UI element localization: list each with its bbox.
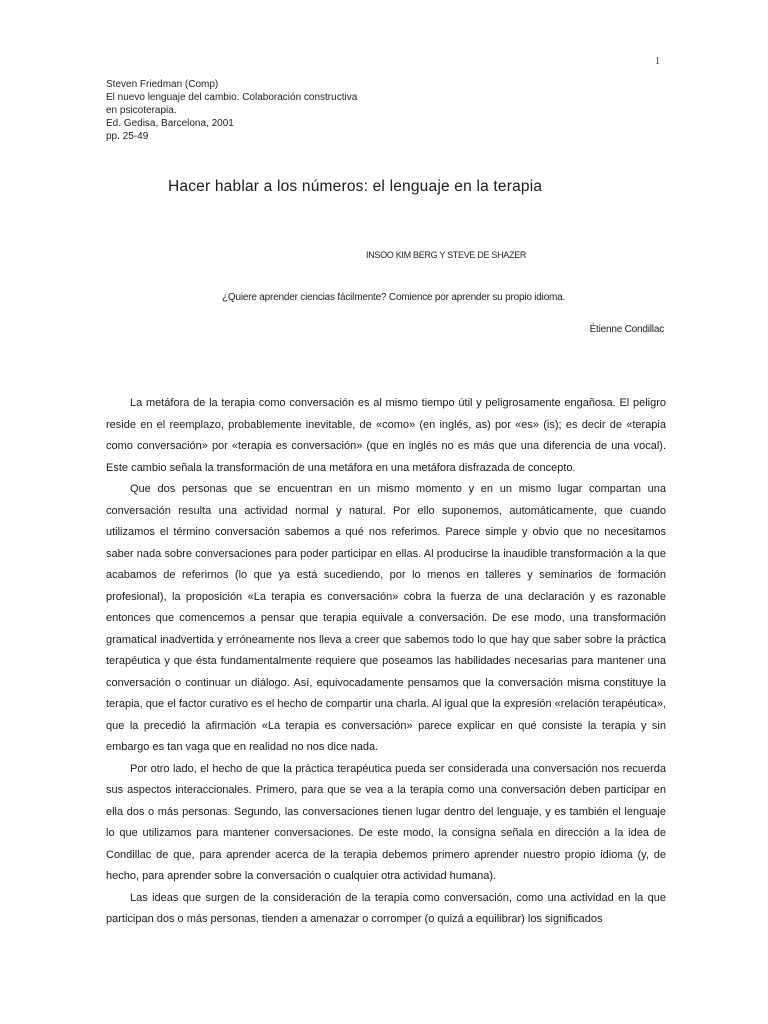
citation-line-pages: pp. 25-49 bbox=[106, 131, 149, 142]
chapter-title: Hacer hablar a los números: el lenguaje en la terapia bbox=[168, 178, 543, 195]
citation-line-publisher: Ed. Gedisa, Barcelona, 2001 bbox=[106, 118, 234, 129]
body-text bbox=[106, 393, 666, 931]
citation-line-book-title-cont: en psicoterapia. bbox=[106, 105, 177, 116]
epigraph-author: Étienne Condillac bbox=[589, 324, 664, 335]
citation-line-book-title: El nuevo lenguaje del cambio. Colaboración constructiva bbox=[106, 92, 358, 103]
paragraph-1: La metáfora de la terapia como conversación es al mismo tiempo útil y peligrosamente engañosa. El peligro reside en el reemplazo, probablemente inevitable, de «como» (en inglés, as) por «es» (is); es decir de «terapia como conversación» por «terapia es conversación» (que en inglés no es más que una diferencia de una vocal). Este cambio señala la transformación de una metáfora en una metáfora disfrazada de concepto. bbox=[106, 397, 666, 474]
chapter-authors: INSOO KIM BERG Y STEVE DE SHAZER bbox=[366, 250, 527, 260]
page-number: 1 bbox=[655, 56, 660, 67]
paragraph-2: Que dos personas que se encuentran en un mismo momento y en un mismo lugar compartan una conversación resulta una actividad normal y natural. Por ello suponemos, automáticamente, que cuando utilizamos el término conversación sabemos a qué nos referimos. Parece simple y obvio que no necesitamos saber nada sobre conversaciones para poder participar en ellas. Al producirse la inaudible transformación a la que acabamos de referirnos (lo que ya está sucediendo, por lo menos en talleres y seminarios de formación profesional), la proposición «La terapia es conversación» cobra la fuerza de una declaración y es razonable entonces que comencemos a pensar que terapia equivale a conversación. De ese modo, una transformación gramatical inadvertida y erróneamente nos lleva a creer que sabemos todo lo que hay que saber sobre la práctica terapéutica y que ésta fundamentalmente requiere que poseamos las habilidades necesarias para mantener una conversación o continuar un diálogo. Así, equivocadamente pensamos que la conversación misma constituye la terapia, que el factor curativo es el hecho de compartir una charla. Al igual que la expresión «relación terapéutica», que la precedió la afirmación «La terapia es conversación» parece explicar en qué consiste la terapia y sin embargo es tan vaga que en realidad no nos dice nada. bbox=[106, 483, 666, 753]
citation-block bbox=[106, 78, 526, 143]
paragraph-4: Las ideas que surgen de la consideración de la terapia como conversación, como una actividad en la que participan dos o más personas, tienden a amenazar o corromper (o quizá a equilibrar) los significados bbox=[106, 891, 666, 925]
epigraph-quote: ¿Quiere aprender ciencias fácilmente? Comience por aprender su propio idioma. bbox=[222, 292, 566, 303]
citation-line-editor: Steven Friedman (Comp) bbox=[106, 79, 219, 90]
paragraph-3: Por otro lado, el hecho de que la práctica terapéutica pueda ser considerada una conversación nos recuerda sus aspectos interaccionales. Primero, para que se vea a la terapia como una conversación deben participar en ella dos o más personas. Segundo, las conversaciones tienen lugar dentro del lenguaje, y es también el lenguaje lo que utilizamos para mantener conversaciones. De este modo, la consigna señala en dirección a la idea de Condillac de que, para aprender acerca de la terapia debemos primero aprender nuestro propio idioma (y, de hecho, para aprender sobre la conversación o cualquier otra actividad humana). bbox=[106, 762, 666, 882]
